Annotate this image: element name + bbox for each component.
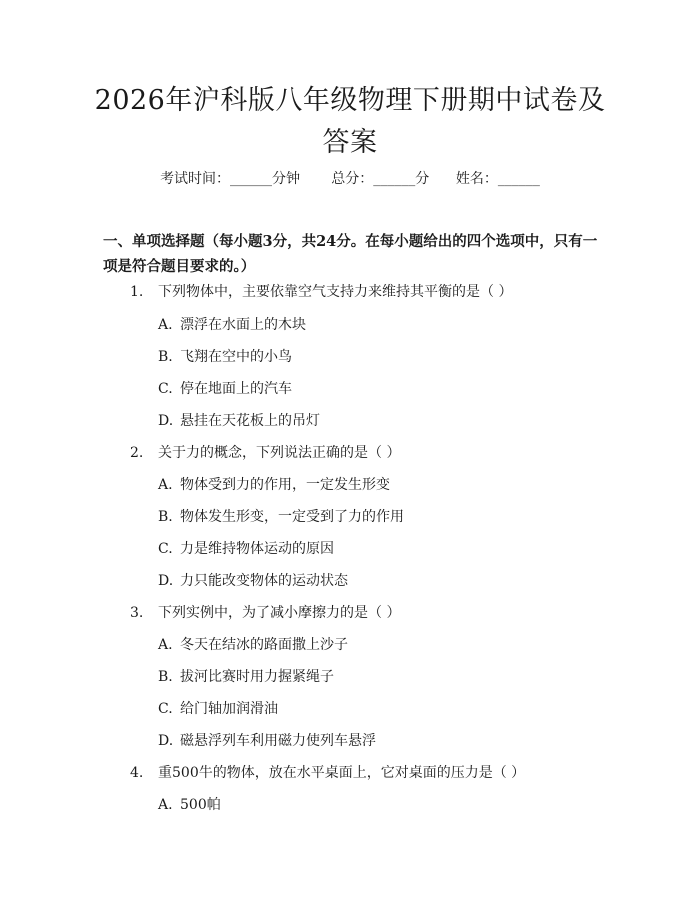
option-label: C.: [158, 381, 173, 397]
question-2-option-d: [158, 570, 348, 590]
option-text: 给门轴加润滑油: [180, 701, 278, 717]
option-text: 磁悬浮列车利用磁力使列车悬浮: [180, 733, 376, 749]
option-text: 停在地面上的汽车: [180, 381, 292, 397]
question-3-option-a: [158, 634, 348, 654]
option-text: 冬天在结冰的路面撒上沙子: [180, 637, 348, 653]
option-label: A.: [158, 477, 173, 493]
student-name-field: 姓名：______: [455, 171, 540, 187]
option-label: C.: [158, 541, 173, 557]
option-label: D.: [158, 733, 174, 749]
option-text: 500帕: [180, 797, 221, 813]
question-1: [130, 281, 512, 301]
question-number: 3.: [130, 605, 144, 621]
question-text: 关于力的概念，下列说法正确的是（ ）: [158, 445, 401, 461]
question-number: 4.: [130, 765, 144, 781]
option-label: D.: [158, 573, 174, 589]
option-text: 飞翔在空中的小鸟: [180, 349, 292, 365]
question-2-option-a: [158, 474, 390, 494]
page-title: 2026年沪科版八年级物理下册期中试卷及答案: [94, 85, 606, 158]
option-text: 力只能改变物体的运动状态: [180, 573, 348, 589]
exam-time-field: 考试时间：______分钟: [160, 171, 301, 187]
question-3-option-b: [158, 666, 334, 686]
exam-info-line: [0, 168, 700, 188]
option-text: 拔河比赛时用力握紧绳子: [180, 669, 334, 685]
question-2-option-c: [158, 538, 334, 558]
option-text: 物体发生形变，一定受到了力的作用: [180, 509, 404, 525]
question-2-option-b: [158, 506, 404, 526]
question-number: 1.: [130, 284, 144, 300]
section-heading: 一、单项选择题（每小题3分，共24分。在每小题给出的四个选项中，只有一项是符合题目要求的。）: [103, 233, 598, 275]
option-text: 物体受到力的作用，一定发生形变: [180, 477, 390, 493]
question-1-option-a: [158, 314, 306, 334]
option-label: D.: [158, 413, 174, 429]
question-3: [130, 602, 400, 622]
total-score-field: 总分：______分: [331, 171, 430, 187]
question-1-option-d: [158, 410, 320, 430]
question-number: 2.: [130, 445, 144, 461]
question-3-option-c: [158, 698, 278, 718]
option-label: B.: [158, 509, 173, 525]
question-text: 下列实例中，为了减小摩擦力的是（ ）: [158, 605, 401, 621]
option-label: C.: [158, 701, 173, 717]
question-4: [130, 762, 525, 782]
option-text: 悬挂在天花板上的吊灯: [180, 413, 320, 429]
option-label: A.: [158, 637, 173, 653]
question-2: [130, 442, 400, 462]
option-text: 漂浮在水面上的木块: [180, 317, 306, 333]
option-label: A.: [158, 317, 173, 333]
option-text: 力是维持物体运动的原因: [180, 541, 334, 557]
question-1-option-b: [158, 346, 292, 366]
option-label: B.: [158, 669, 173, 685]
question-text: 重500牛的物体，放在水平桌面上，它对桌面的压力是（ ）: [158, 765, 526, 781]
question-4-option-a: [158, 794, 221, 814]
question-1-option-c: [158, 378, 292, 398]
option-label: B.: [158, 349, 173, 365]
option-label: A.: [158, 797, 173, 813]
question-3-option-d: [158, 730, 376, 750]
question-text: 下列物体中，主要依靠空气支持力来维持其平衡的是（ ）: [158, 284, 513, 300]
